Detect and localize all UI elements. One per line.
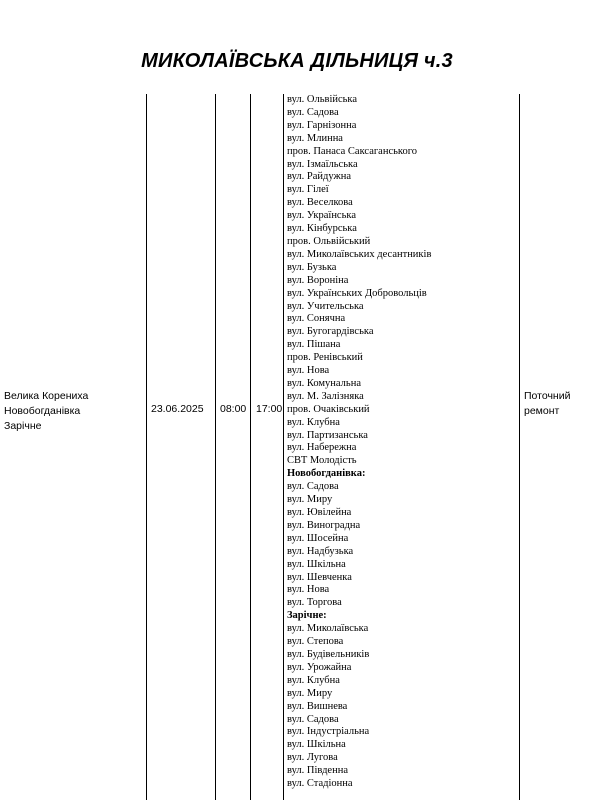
time-end-cell: 17:00	[256, 403, 283, 415]
street-item: вул. Нова	[287, 584, 330, 596]
street-item: вул. Виноградна	[287, 519, 361, 531]
time-start-cell: 08:00	[220, 403, 247, 415]
streets-list	[287, 94, 519, 791]
street-item: вул. Бугогардівська	[287, 326, 374, 338]
column-divider	[215, 94, 216, 800]
street-item: пров. Панаса Саксаганського	[287, 145, 418, 157]
street-item: вул. Партизанська	[287, 429, 368, 441]
street-item: вул. Кінбурська	[287, 223, 357, 235]
street-item: вул. Ювілейна	[287, 507, 352, 518]
street-item: вул. Веселкова	[287, 197, 353, 209]
street-item: вул. Степова	[287, 636, 344, 648]
street-item: вул. Пішана	[287, 339, 341, 351]
street-item: вул. Шосейна	[287, 532, 349, 544]
village-name: Зарічне	[4, 420, 42, 432]
village-name: Новобогданівка	[4, 405, 81, 417]
street-item: вул. Шкільна	[287, 558, 346, 570]
street-item: вул. Ізмаїльська	[287, 158, 358, 170]
street-item: вул. Вороніна	[287, 274, 349, 286]
street-item: СВТ Молодість	[287, 455, 357, 467]
column-divider	[283, 94, 284, 800]
street-item: вул. Лугова	[287, 752, 338, 764]
street-item: вул. Стадіонна	[287, 778, 353, 790]
street-item: вул. Гарнізонна	[287, 119, 357, 131]
locality-heading: Новобогданівка:	[287, 468, 366, 480]
page-title: МИКОЛАЇВСЬКА ДІЛЬНИЦЯ ч.3	[141, 50, 453, 72]
street-item: вул. Садова	[287, 713, 339, 725]
street-item: вул. Нова	[287, 365, 330, 377]
street-item: вул. Надбузька	[287, 545, 354, 557]
street-item: вул. Бузька	[287, 261, 337, 273]
reason-cell	[524, 389, 594, 419]
street-item: вул. Комунальна	[287, 377, 361, 389]
street-item: вул. Торгова	[287, 597, 342, 609]
column-divider	[146, 94, 147, 800]
villages-cell	[4, 389, 144, 434]
street-item: вул. Будівельників	[287, 648, 370, 660]
street-item: вул. Миколаївська	[287, 623, 369, 635]
reason-line: Поточний	[524, 390, 571, 402]
street-item: вул. Індустріальна	[287, 726, 370, 738]
column-divider	[519, 94, 520, 800]
street-item: вул. Сонячна	[287, 313, 346, 325]
street-item: пров. Ольвійський	[287, 235, 371, 247]
street-item: вул. Гілеї	[287, 184, 329, 196]
street-item: вул. М. Залізняка	[287, 390, 364, 402]
street-item: вул. Урожайна	[287, 661, 352, 673]
street-item: пров. Ренівський	[287, 352, 363, 364]
date-cell: 23.06.2025	[151, 403, 204, 415]
street-item: вул. Південна	[287, 765, 348, 777]
street-item: вул. Миру	[287, 687, 333, 699]
street-item: вул. Миколаївських десантників	[287, 248, 432, 260]
street-item: пров. Очаківський	[287, 403, 370, 415]
street-item: вул. Райдужна	[287, 171, 351, 183]
street-item: вул. Садова	[287, 106, 339, 118]
street-item: вул. Клубна	[287, 416, 340, 428]
street-item: вул. Садова	[287, 481, 339, 493]
locality-heading: Зарічне:	[287, 610, 327, 622]
street-item: вул. Українських Добровольців	[287, 287, 427, 299]
street-item: вул. Млинна	[287, 132, 343, 144]
street-item: вул. Вишнева	[287, 700, 348, 712]
street-item: вул. Миру	[287, 494, 333, 506]
street-item: вул. Шевченка	[287, 571, 352, 583]
village-name: Велика Корениха	[4, 390, 89, 402]
street-item: вул. Учительська	[287, 300, 364, 312]
street-item: вул. Шкільна	[287, 739, 346, 751]
street-item: вул. Набережна	[287, 442, 357, 454]
reason-line: ремонт	[524, 405, 560, 417]
street-item: вул. Українська	[287, 210, 356, 222]
column-divider	[250, 94, 251, 800]
street-item: вул. Ольвійська	[287, 94, 358, 105]
street-item: вул. Клубна	[287, 674, 340, 686]
